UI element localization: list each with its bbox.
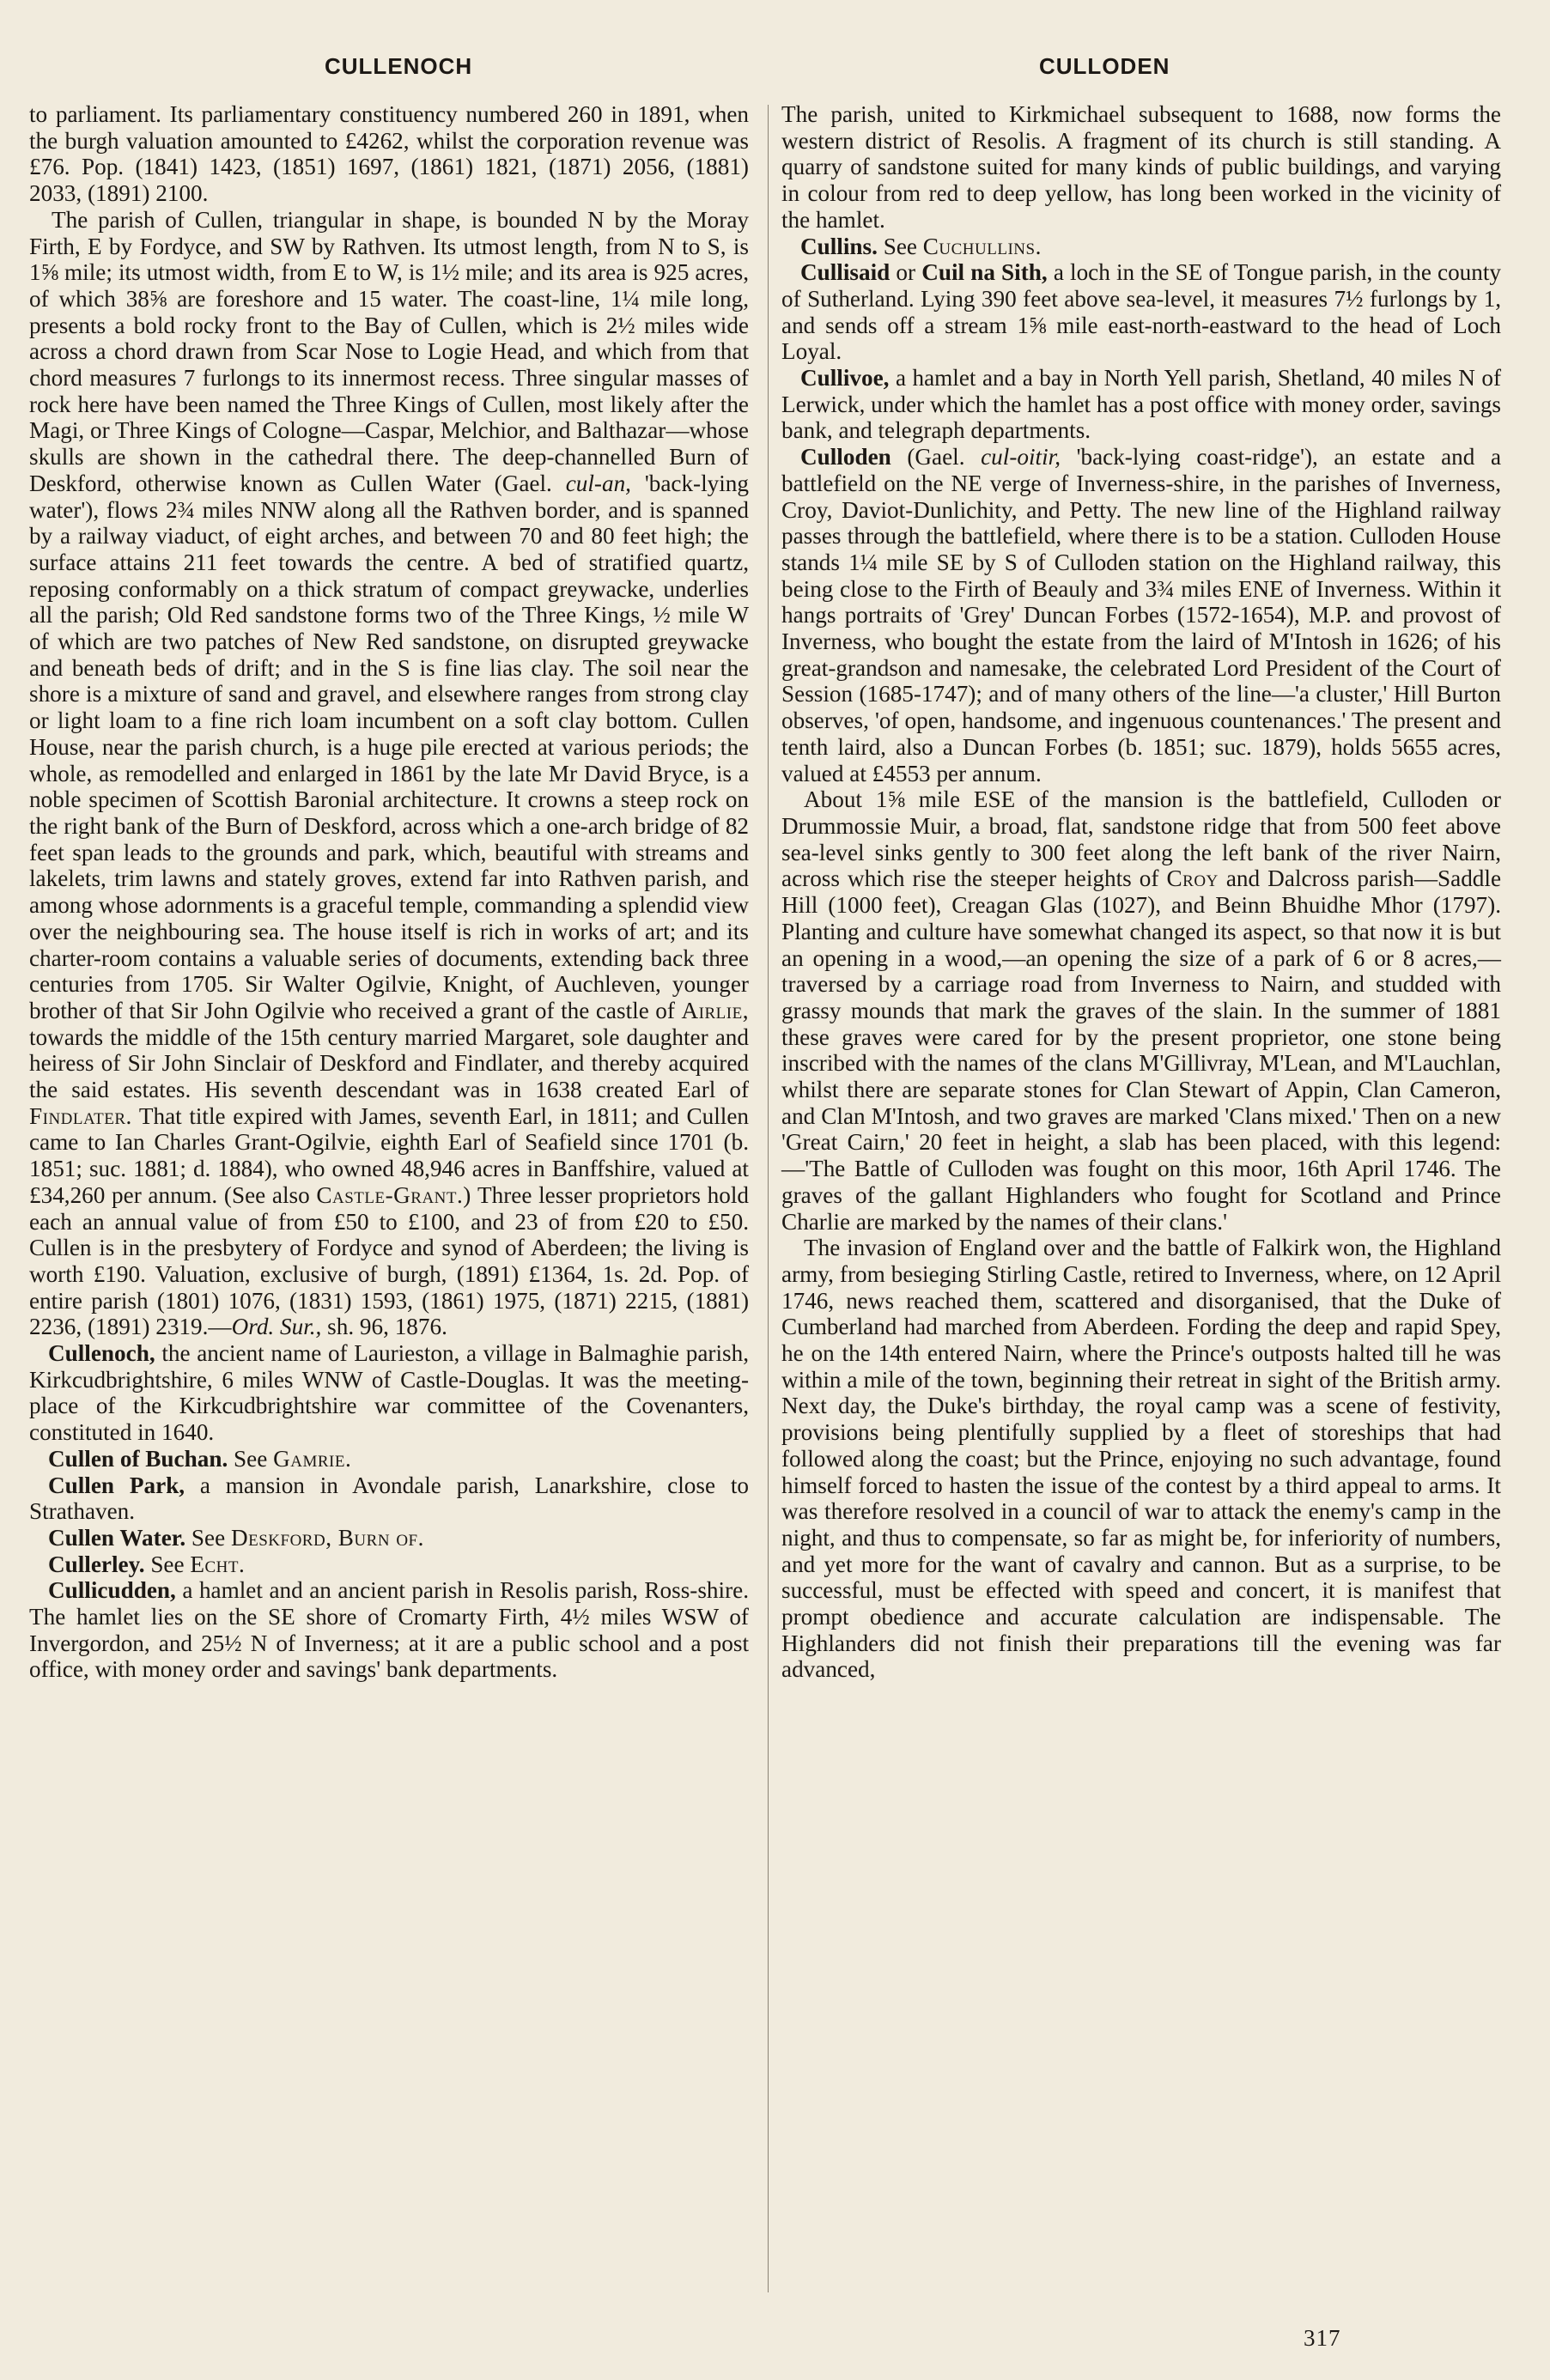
gaelic-term: cul-oitir, bbox=[981, 444, 1061, 471]
entry-cullerley bbox=[29, 1551, 749, 1578]
entry-cullisaid bbox=[781, 259, 1501, 365]
text-run: 'back-lying coast-ridge'), an estate and a battlefield on the NE verge of Inverness-shire, in the parishes of Inverness, Croy, Daviot-Dunlichity, and Petty. The new line of the Highland railway passes through the battlefield, where there is to be a station. Culloden House stands 1¼ mile SE by S of Culloden station on the Highland railway, this being close to the Firth of Beauly and 3¾ miles ENE of Inverness. Within it hangs portraits of 'Grey' Duncan Forbes (1572-1654), M.P. and provost of Inverness, who bought the estate from the laird of M'Intosh in 1626; of his great-grandson and namesake, the celebrated Lord President of the Court of Session (1685-1747); and of many others of the line—'a cluster,' Hill Burton observes, 'of open, handsome, and ingenuous countenances.' The present and tenth laird, also a Duncan Forbes (b. 1851; suc. 1879), holds 5655 acres, valued at £4553 per annum. bbox=[781, 444, 1502, 786]
cross-reference: Cuchullins. bbox=[922, 233, 1042, 259]
text-run: See bbox=[883, 233, 917, 259]
paragraph bbox=[781, 1235, 1501, 1683]
text-run: See bbox=[150, 1551, 185, 1577]
text-run: towards the middle of the 15th century married Margaret, sole daughter and heiress of Sir John Sinclair of Deskford and Findlater, and thereby acquired the said estates. His seventh descendant was in 1638 created Earl of bbox=[29, 1023, 749, 1103]
running-head-left: CULLENOCH bbox=[325, 53, 473, 79]
text-run: a mansion in Avondale parish, Lanarkshire, close to Strathaven. bbox=[29, 1472, 750, 1525]
text-run: to parliament. Its parliamentary constituency numbered 260 in 1891, when the burgh valuation amounted to £4262, whilst the corporation revenue was £76. Pop. (1841) 1423, (1851) 1697, (1861) 1821, (1871) 2056, (1881) 2033, (1891) 2100. bbox=[29, 101, 749, 207]
headword: Cullins. bbox=[800, 233, 878, 259]
text-run: a hamlet and an ancient parish in Resolis parish, Ross-shire. The hamlet lies on the SE shore of Cromarty Firth, 4½ miles WSW of Invergordon, and 25½ N of Inverness; at it are a public school and a post office, with money order and savings' bank departments. bbox=[29, 1577, 749, 1683]
cross-reference: Deskford, Burn of. bbox=[230, 1524, 424, 1551]
paragraph bbox=[781, 101, 1501, 234]
text-run: See bbox=[234, 1445, 268, 1472]
entry-cullen-park bbox=[29, 1472, 749, 1525]
headword: Cullerley. bbox=[48, 1551, 145, 1577]
entry-cullenoch bbox=[29, 1340, 749, 1446]
text-run: 'back-lying water'), flows 2¾ miles NNW along all the Rathven border, and is spanned by a railway viaduct, of eight arches, and between 70 and 80 feet high; the surface attains 211 feet towards the centre. A bed of stratified quartz, reposing conformably on a thick stratum of compact greywacke, underlies all the parish; Old Red sandstone forms two of the Three Kings, ½ mile W of which are two patches of New Red sandstone, on disrupted greywacke and beneath beds of drift; and in the S is fine lias clay. The soil near the shore is a mixture of sand and gravel, and elsewhere ranges from strong clay or light loam to a fine rich loam incumbent on a soft clay bottom. Cullen House, near the parish church, is a huge pile erected at various periods; the whole, as remodelled and enlarged in 1861 by the late Mr David Bryce, is a noble specimen of Scottish Baronial architecture. It crowns a steep rock on the right bank of the Burn of Deskford, across which a one-arch bridge of 82 feet span leads to the grounds and park, which, beautiful with streams and lakelets, trim lawns and stately groves, extend far into Rathven parish, and among whose adornments is a graceful temple, commanding a splendid view over the neighbouring sea. The house itself is rich in works of art; and its charter-room contains a valuable series of documents, extending back three centuries from 1705. Sir Walter Ogilvie, Knight, of Auchleven, younger brother of that Sir John Ogilvie who received a grant of the castle of bbox=[29, 470, 749, 1023]
right-column bbox=[781, 101, 1501, 1683]
entry-cullicudden bbox=[29, 1577, 749, 1683]
text-run: sh. 96, 1876. bbox=[327, 1314, 447, 1340]
entry-cullen-of-buchan bbox=[29, 1446, 749, 1472]
paragraph bbox=[781, 786, 1501, 1235]
text-run: The parish, united to Kirkmichael subsequent to 1688, now forms the western district of Resolis. A fragment of its church is still standing. A quarry of sandstone suited for many kinds of public buildings, and varying in colour from red to deep yellow, has long been worked in the vicinity of the hamlet. bbox=[781, 101, 1501, 233]
cross-reference: Airlie, bbox=[681, 997, 750, 1023]
cross-reference: Gamrie. bbox=[273, 1445, 352, 1472]
cross-reference: Echt. bbox=[190, 1551, 246, 1577]
headword: Cullen Park, bbox=[48, 1472, 185, 1498]
citation: Ord. Sur., bbox=[231, 1314, 322, 1340]
headword: Cullen of Buchan. bbox=[48, 1445, 228, 1472]
paragraph bbox=[29, 207, 749, 1340]
headword: Culloden bbox=[800, 444, 891, 471]
headword: Cullen Water. bbox=[48, 1524, 186, 1551]
column-divider bbox=[768, 105, 769, 2292]
entry-cullivoe bbox=[781, 365, 1501, 444]
page-number: 317 bbox=[1304, 2325, 1341, 2351]
text-run: That title expired with James, seventh Earl, in 1811; and Cullen came to Ian Charles Grant-Ogilvie, eighth Earl of Seafield since 1701 (b. 1851; suc. 1881; d. 1884), who owned 48,946 acres in Banffshire, valued at £34,260 per annum. (See also bbox=[29, 1102, 749, 1208]
text-run: The parish of Cullen, triangular in shape, is bounded N by the Moray Firth, E by Fordyce, and SW by Rathven. Its utmost length, from N to S, is 1⅝ mile; its utmost width, from E to W, is 1½ mile; and its area is 925 acres, of which 38⅝ are foreshore and 15 water. The coast-line, 1¼ mile long, presents a bold rocky front to the Bay of Cullen, which is 2½ miles wide across a chord drawn from Scar Nose to Logie Head, and which from that chord measures 7 furlongs to its innermost recess. Three singular masses of rock here have been named the Three Kings of Cullen, most likely after the Magi, or Three Kings of Cologne—Caspar, Melchior, and Balthazar—whose skulls are shown in the cathedral there. The deep-channelled Burn of Deskford, otherwise known as Cullen Water (Gael. bbox=[29, 206, 749, 496]
text-run: About 1⅝ mile ESE of the mansion is the battlefield, Culloden or Drummossie Muir, a broad, flat, sandstone ridge that from 500 feet above sea-level sinks gently to 300 feet along the left bank of the river Nairn, across which rise the steeper heights of bbox=[781, 786, 1501, 892]
text-run: the ancient name of Laurieston, a village in Balmaghie parish, Kirkcudbrightshire, 6 miles WNW of Castle-Douglas. It was the meeting-place of the Kirkcudbrightshire war committee of the Covenanters, constituted in 1640. bbox=[29, 1340, 749, 1446]
text-run: a hamlet and a bay in North Yell parish, Shetland, 40 miles N of Lerwick, under which the hamlet has a post office with money order, savings bank, and telegraph departments. bbox=[781, 365, 1502, 444]
gaelic-term: cul-an, bbox=[565, 470, 631, 496]
running-head-right: CULLODEN bbox=[1039, 53, 1170, 79]
entry-cullen-water bbox=[29, 1525, 749, 1551]
headword: Cuil na Sith, bbox=[921, 259, 1048, 286]
cross-reference: Croy bbox=[1166, 865, 1219, 892]
entry-cullins bbox=[781, 234, 1501, 260]
text-run: The invasion of England over and the battle of Falkirk won, the Highland army, from besieging Stirling Castle, retired to Inverness, where, on 12 April 1746, news reached them, scattered and disorganised, that the Duke of Cumberland had marched from Aberdeen. Fording the deep and rapid Spey, he on the 14th entered Nairn, where the Prince's outposts halted till he was within a mile of the town, beginning their retreat in sight of the British army. Next day, the Duke's birthday, the royal camp was a scene of festivity, provisions being plentifully supplied by a fleet of storeships that had followed along the coast; but the Prince, enjoying no such advantage, found himself forced to hasten the issue of the contest by a third appeal to arms. It was therefore resolved in a council of war to attack the enemy's camp in the night, and thus to compensate, so far as might be, for inferiority of numbers, and yet more for the want of cavalry and cannon. But as a surprise, to be successful, must be effected with speed and concert, it is manifest that prompt obedience and accurate calculation are indispensable. The Highlanders did not finish their preparations till the evening was far advanced, bbox=[781, 1235, 1501, 1683]
headword: Cullisaid bbox=[800, 259, 890, 286]
text-run: Three lesser proprietors hold each an annual value of from £50 to £100, and 23 of from £20 to £50. Cullen is in the presbytery of Fordyce and synod of Aberdeen; the living is worth £190. Valuation, exclusive of burgh, (1891) £1364, 1s. 2d. Pop. of entire parish (1801) 1076, (1831) 1593, (1861) 1975, (1871) 2215, (1881) 2236, (1891) 2319.— bbox=[29, 1181, 749, 1340]
entry-culloden bbox=[781, 444, 1501, 786]
text-run: a loch in the SE of Tongue parish, in the county of Sutherland. Lying 390 feet above sea-level, it measures 7½ furlongs by 1, and sends off a stream 1⅝ mile east-north-eastward to the head of Loch Loyal. bbox=[781, 259, 1502, 365]
cross-reference: Castle-Grant.) bbox=[316, 1181, 471, 1208]
paragraph bbox=[29, 101, 749, 207]
headword: Cullenoch, bbox=[48, 1340, 155, 1367]
text-run: See bbox=[191, 1524, 226, 1551]
left-column bbox=[29, 101, 749, 1683]
text-run: (Gael. bbox=[907, 444, 965, 471]
text-run: or bbox=[896, 259, 916, 286]
cross-reference: Findlater. bbox=[29, 1102, 132, 1129]
headword: Cullicudden, bbox=[48, 1577, 176, 1604]
headword: Cullivoe, bbox=[800, 365, 890, 392]
text-run: and Dalcross parish—Saddle Hill (1000 feet), Creagan Glas (1027), and Beinn Bhuidhe Mhor (1797). Planting and culture have somewhat changed its aspect, so that now it is but an opening in a wood,—an opening the size of a park of 6 or 8 acres,—traversed by a carriage road from Inverness to Nairn, and studded with grassy mounds that mark the graves of the slain. In the summer of 1881 these graves were cared for by the present proprietor, one stone being inscribed with the names of the clans M'Gillivray, M'Lean, and M'Lauchlan, whilst there are separate stones for Clan Stewart of Appin, Clan Cameron, and Clan M'Intosh, and two graves are marked 'Clans mixed.' Then on a new 'Great Cairn,' 20 feet in height, a slab has been placed, with this legend:—'The Battle of Culloden was fought on this moor, 16th April 1746. The graves of the gallant Highlanders who fought for Scotland and Prince Charlie are marked by the names of their clans.' bbox=[781, 865, 1502, 1235]
